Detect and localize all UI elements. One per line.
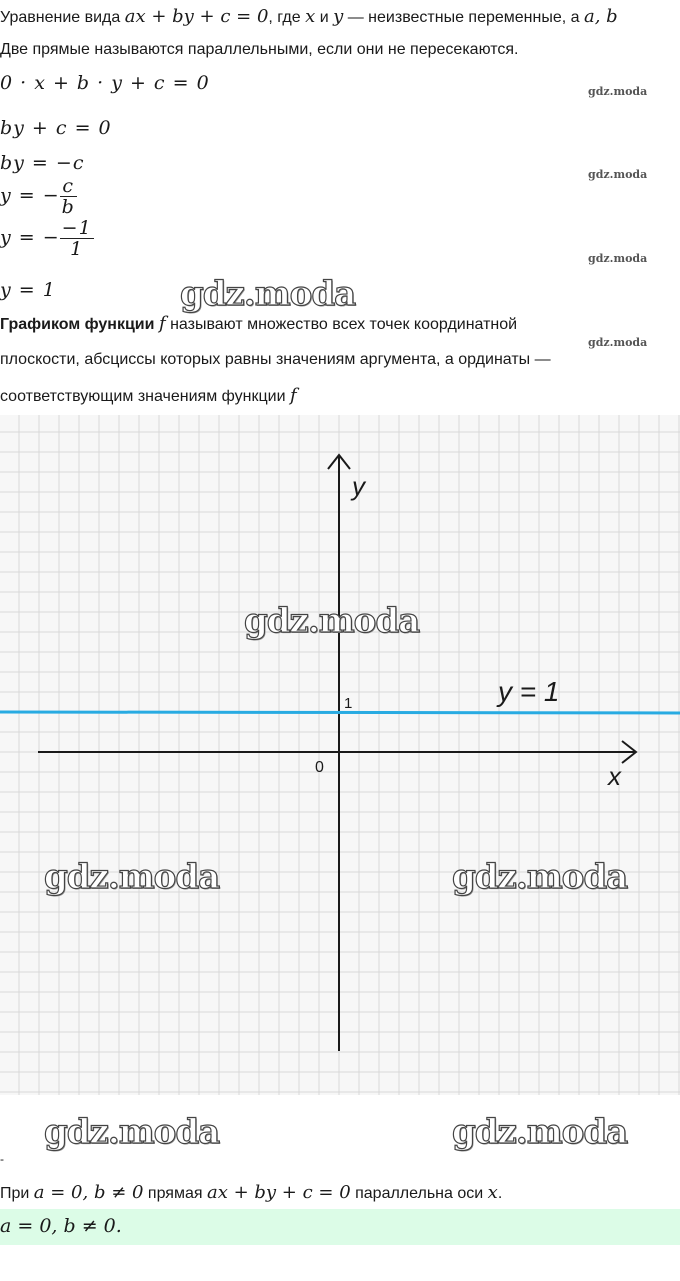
function-f: f <box>158 313 166 334</box>
fraction-numerator: −1 <box>61 217 92 239</box>
origin-label: 0 <box>315 759 324 776</box>
intro-ab: a, b <box>583 6 618 27</box>
watermark-large: gdz.moda <box>44 857 220 897</box>
parallel-definition: Две прямые называются параллельными, если они не пересекаются. <box>0 41 519 58</box>
conclusion <box>0 1182 502 1205</box>
intro-mid: , где <box>268 9 301 26</box>
intro-and: и <box>319 9 329 26</box>
function-f: f <box>289 385 297 406</box>
watermark-large: gdz.moda <box>452 857 628 897</box>
watermark-large: gdz.moda <box>452 1112 628 1152</box>
equation-step-1: 0 · x + b · y + c = 0 <box>0 72 210 94</box>
dash-mark: - <box>0 1152 4 1166</box>
line-y-equals-1 <box>0 712 680 713</box>
graph-definition-line-1 <box>0 313 517 336</box>
watermark-small: gdz.moda <box>588 85 648 98</box>
equation-step-4: y = − $\frac{c}{b}$ <box>0 175 75 218</box>
x-axis <box>38 741 636 763</box>
intro-equation: ax + by + c = 0 <box>124 6 269 27</box>
line-label: y = 1 <box>498 676 560 707</box>
conclusion-suffix: параллельна оси <box>355 1185 484 1202</box>
equation-step-5: y = − $\frac{-1}{1}$ <box>0 217 92 260</box>
conclusion-mid: прямая <box>147 1185 203 1202</box>
intro-var-y: y <box>333 6 344 27</box>
graph-definition-term: Графиком функции <box>0 316 155 333</box>
intro-prefix: Уравнение вида <box>0 9 121 26</box>
conclusion-prefix: При <box>0 1185 30 1202</box>
equation-result: y = 1 <box>0 279 56 301</box>
y-axis-label: y <box>352 471 365 501</box>
watermark-small: gdz.moda <box>588 252 648 265</box>
watermark-large: gdz.moda <box>180 274 356 314</box>
fraction-denominator: 1 <box>70 238 84 260</box>
coordinate-graph <box>0 415 680 1095</box>
definition-text: соответствующим значениям функции <box>0 388 286 405</box>
fraction-numerator: c <box>60 176 77 197</box>
conclusion-dot: . <box>497 1185 503 1202</box>
equation-step-3: by = −c <box>0 152 85 174</box>
graph-definition-line-2: плоскости, абсциссы которых равны значениям аргумента, а ординаты — <box>0 351 551 368</box>
conclusion-axis: x <box>487 1182 498 1203</box>
watermark-small: gdz.moda <box>588 168 648 181</box>
watermark-large: gdz.moda <box>44 1112 220 1152</box>
answer-box <box>0 1209 680 1245</box>
graph-svg <box>0 415 680 1095</box>
definition-text: называют множество всех точек координатной <box>170 316 518 333</box>
intro-line <box>0 6 618 29</box>
fraction-denominator: b <box>61 196 75 218</box>
answer-text: a = 0, b ≠ 0. <box>0 1215 122 1237</box>
graph-definition-line-3 <box>0 385 297 408</box>
intro-var-x: x <box>305 6 316 27</box>
tick-label-1: 1 <box>344 695 353 712</box>
x-axis-label: x <box>608 761 621 791</box>
conclusion-equation: ax + by + c = 0 <box>206 1182 351 1203</box>
intro-suffix: — неизвестные переменные, а <box>347 9 580 26</box>
conclusion-condition: a = 0, b ≠ 0 <box>33 1182 144 1203</box>
equation-step-2: by + c = 0 <box>0 117 112 139</box>
watermark-large: gdz.moda <box>244 601 420 641</box>
watermark-small: gdz.moda <box>588 336 648 349</box>
